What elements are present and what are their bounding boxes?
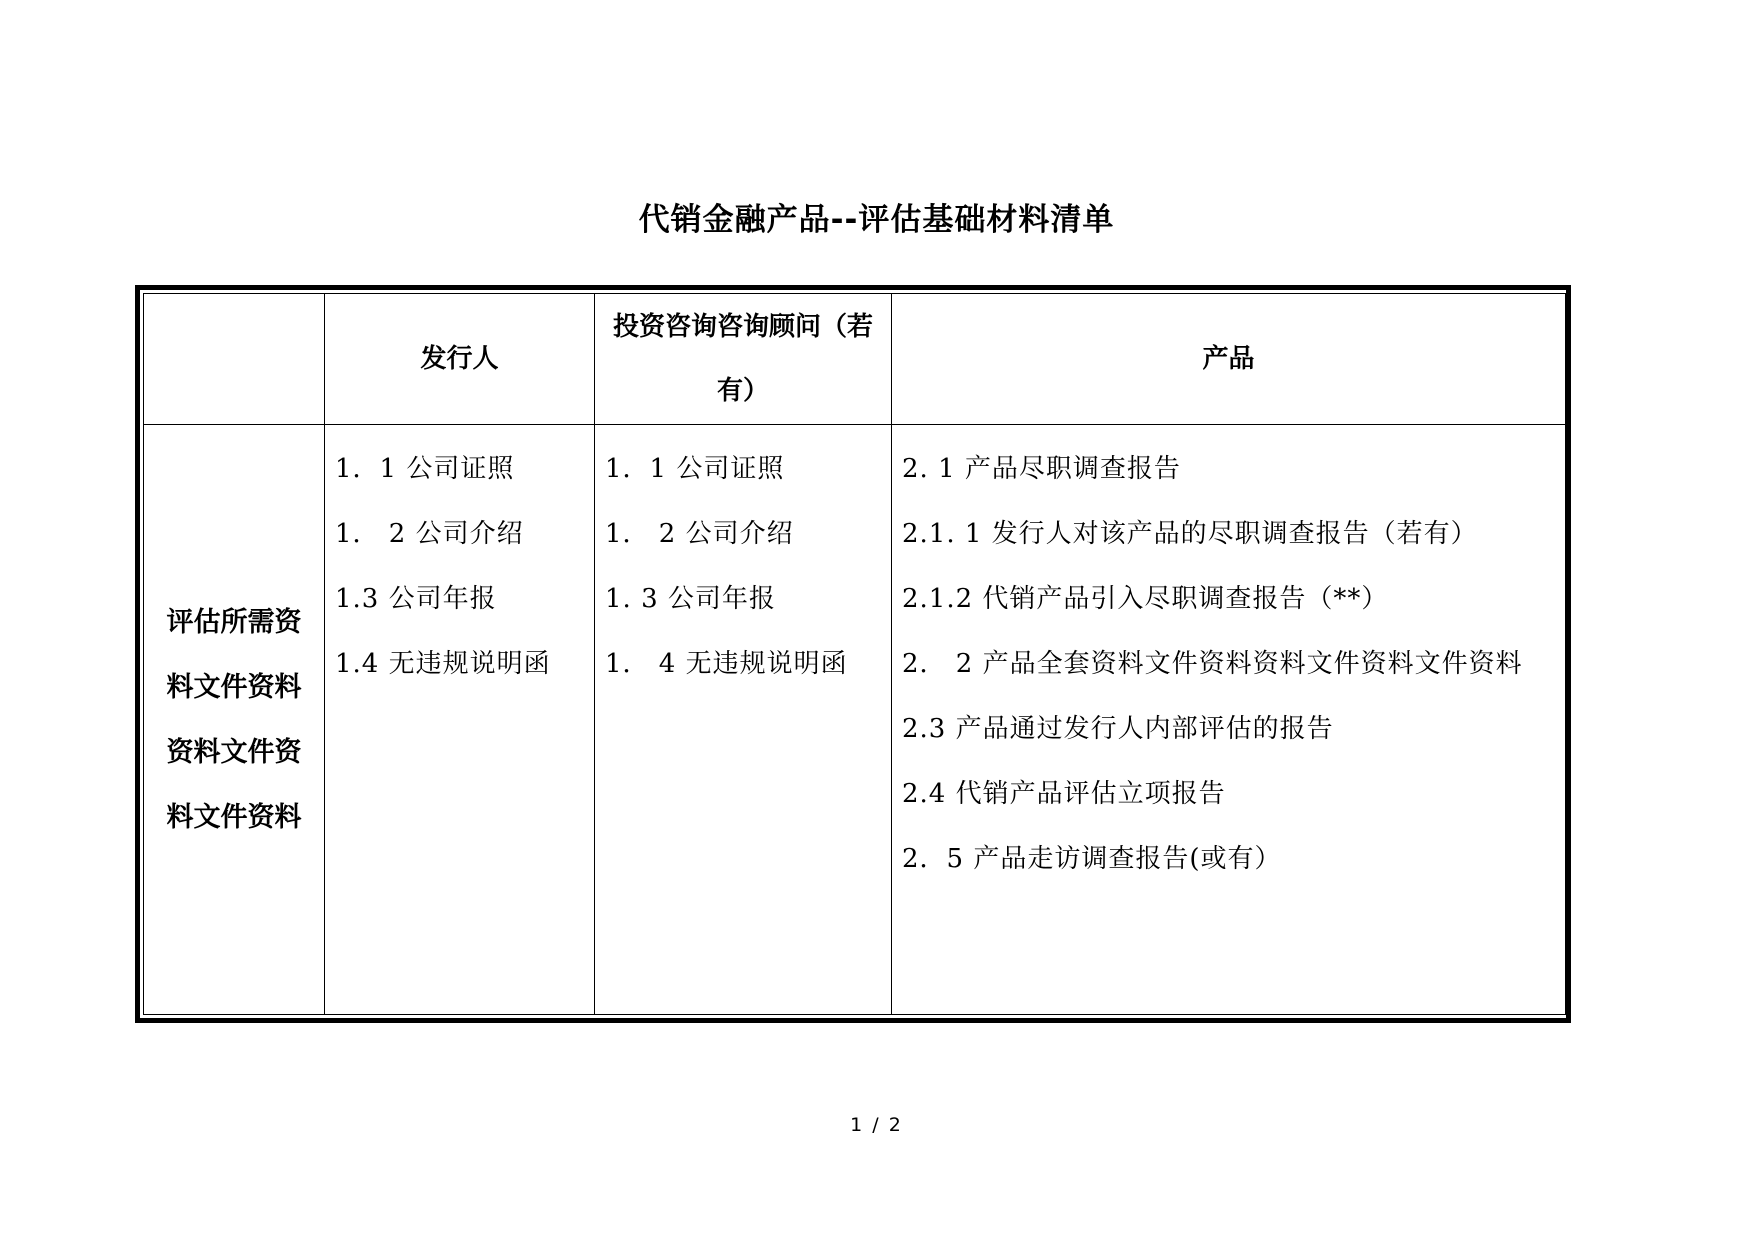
list-item: 1．1 公司证照 bbox=[335, 454, 515, 484]
list-item: 1.4 无违规说明函 bbox=[335, 649, 551, 679]
row-label-required-materials: 评估所需资料文件资料资料文件资料文件资料 bbox=[144, 425, 325, 1015]
list-item: 1．1 公司证照 bbox=[605, 454, 785, 484]
list-item: 2.1.2 代销产品引入尽职调查报告（**） bbox=[902, 584, 1389, 614]
issuer-items-cell bbox=[325, 425, 595, 1015]
header-empty-cell bbox=[144, 294, 325, 425]
page-number: 1 / 2 bbox=[850, 1114, 903, 1136]
product-items-cell bbox=[892, 425, 1566, 1015]
list-item: 1． 2 公司介绍 bbox=[605, 519, 794, 549]
document-title: 代销金融产品--评估基础材料清单 bbox=[638, 202, 1115, 238]
issuer-item-list bbox=[325, 425, 594, 697]
header-advisor: 投资咨询咨询顾问（若有） bbox=[595, 294, 892, 425]
list-item: 2.3 产品通过发行人内部评估的报告 bbox=[902, 714, 1334, 744]
header-product: 产品 bbox=[892, 294, 1566, 425]
advisor-items-cell bbox=[595, 425, 892, 1015]
list-item: 1. 3 公司年报 bbox=[605, 584, 776, 614]
advisor-item-list bbox=[595, 425, 891, 697]
list-item: 2.4 代销产品评估立项报告 bbox=[902, 779, 1226, 809]
list-item: 1． 4 无违规说明函 bbox=[605, 649, 848, 679]
header-issuer: 发行人 bbox=[325, 294, 595, 425]
list-item: 1． 2 公司介绍 bbox=[335, 519, 524, 549]
list-item: 2. 1 产品尽职调查报告 bbox=[902, 454, 1181, 484]
table-header-row bbox=[144, 294, 1566, 425]
materials-table-frame bbox=[135, 285, 1571, 1023]
list-item: 2． 2 产品全套资料文件资料资料文件资料文件资料 bbox=[902, 649, 1523, 679]
materials-table bbox=[143, 293, 1566, 1015]
table-body-row bbox=[144, 425, 1566, 1015]
list-item: 2.1. 1 发行人对该产品的尽职调查报告（若有） bbox=[902, 519, 1478, 549]
list-item: 2．5 产品走访调查报告(或有） bbox=[902, 844, 1282, 874]
product-item-list bbox=[892, 425, 1565, 892]
list-item: 1.3 公司年报 bbox=[335, 584, 497, 614]
